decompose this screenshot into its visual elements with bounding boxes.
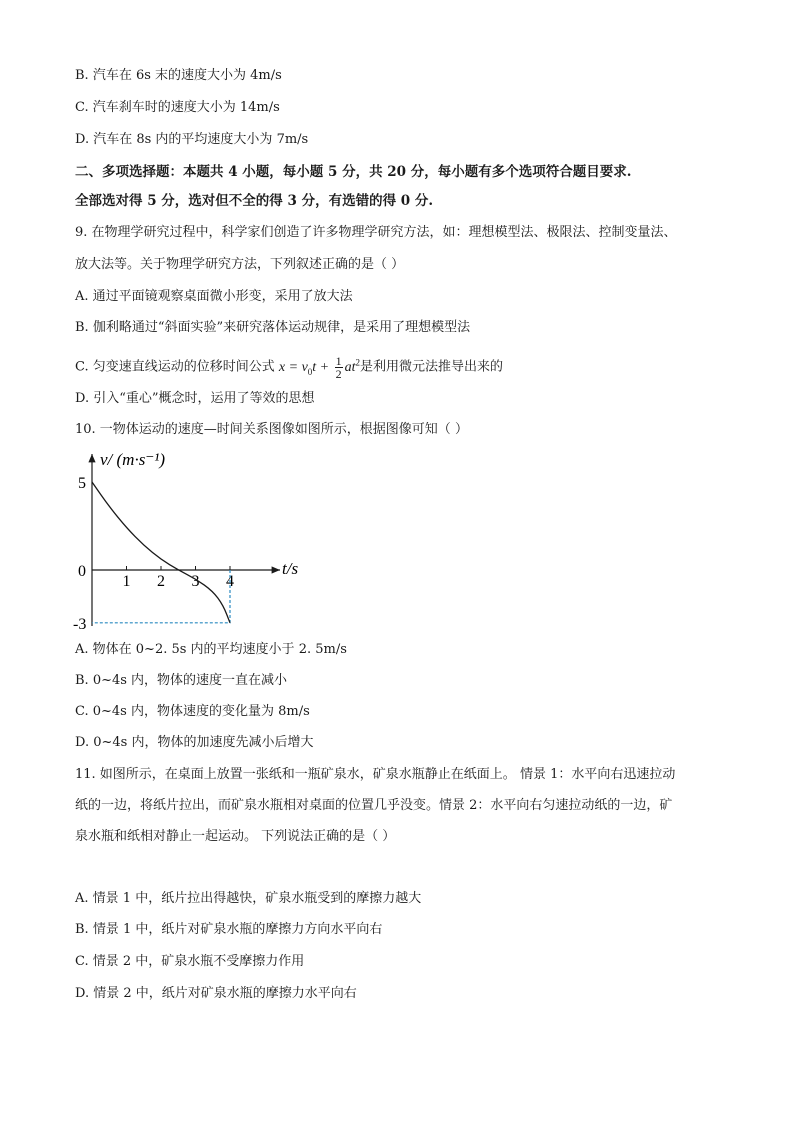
x-tick-label: 1 [122, 573, 131, 590]
q10-option-a: A. 物体在 0~2. 5s 内的平均速度小于 2. 5m/s [75, 642, 347, 657]
velocity-curve [92, 482, 230, 623]
q11-option-a: A. 情景 1 中，纸片拉出得越快，矿泉水瓶受到的摩擦力越大 [75, 891, 422, 906]
q9-stem-line1: 9. 在物理学研究过程中，科学家们创造了许多物理学研究方法，如：理想模型法、极限法、控制变量法、 [75, 225, 677, 240]
q8-option-b: B. 汽车在 6s 末的速度大小为 4m/s [75, 68, 282, 83]
velocity-time-graph [72, 444, 312, 634]
y-tick-label: -3 [73, 615, 87, 633]
q11-stem-line3: 泉水瓶和纸相对静止一起运动。 下列说法正确的是（ ） [75, 829, 396, 844]
q9-option-d: D. 引入“重心”概念时，运用了等效的思想 [75, 391, 315, 406]
q9-option-b: B. 伽利略通过“斜面实验”来研究落体运动规律，是采用了理想模型法 [75, 320, 471, 335]
q11-option-d: D. 情景 2 中，纸片对矿泉水瓶的摩擦力水平向右 [75, 986, 357, 1001]
q10-option-b: B. 0~4s 内，物体的速度一直在减小 [75, 673, 288, 688]
y-tick-label: 5 [78, 475, 86, 492]
q9-option-c-tail: 是利用微元法推导出来的 [360, 359, 504, 375]
q9-formula: $x = v_0t$ + $\frac{1}{2}$ $at^2$ [278, 353, 361, 381]
section2-heading-line2: 全部选对得 5 分，选对但不全的得 3 分，有选错的得 0 分. [75, 193, 434, 209]
x-tick-label: 4 [226, 573, 234, 590]
q9-option-c [75, 347, 503, 386]
q11-stem-line2: 纸的一边，将纸片拉出，而矿泉水瓶相对桌面的位置几乎没变。情景 2：水平向右匀速拉动纸的一边，矿 [75, 798, 673, 813]
q11-option-b: B. 情景 1 中，纸片对矿泉水瓶的摩擦力方向水平向右 [75, 922, 383, 937]
x-tick-label: 3 [191, 573, 200, 590]
q10-option-d: D. 0~4s 内，物体的加速度先减小后增大 [75, 735, 314, 750]
q8-option-d: D. 汽车在 8s 内的平均速度大小为 7m/s [75, 132, 309, 147]
y-tick-label: 0 [78, 563, 86, 580]
q8-option-c: C. 汽车刹车时的速度大小为 14m/s [75, 100, 280, 115]
q9-stem-line2: 放大法等。关于物理学研究方法，下列叙述正确的是（ ） [75, 257, 405, 272]
q10-option-c: C. 0~4s 内，物体速度的变化量为 8m/s [75, 704, 310, 719]
q11-option-c: C. 情景 2 中，矿泉水瓶不受摩擦力作用 [75, 954, 305, 969]
y-axis-label: v/ (m·s⁻¹) [100, 450, 166, 469]
x-axis-label: t/s [282, 559, 299, 578]
one-half-fraction: $\frac{1}{2}$ [335, 353, 342, 381]
section2-heading-line1: 二、多项选择题：本题共 4 小题，每小题 5 分，共 20 分，每小题有多个选项符合题目要求. [75, 164, 632, 180]
q11-stem-line1: 11. 如图所示，在桌面上放置一张纸和一瓶矿泉水，矿泉水瓶静止在纸面上。 情景 1：水平向右迅速拉动 [75, 767, 676, 782]
x-tick-label: 2 [157, 573, 165, 590]
q9-option-a: A. 通过平面镜观察桌面微小形变，采用了放大法 [75, 289, 353, 304]
q9-option-c-text: C. 匀变速直线运动的位移时间公式 [75, 359, 279, 375]
q10-stem: 10. 一物体运动的速度—时间关系图像如图所示，根据图像可知（ ） [75, 422, 468, 437]
